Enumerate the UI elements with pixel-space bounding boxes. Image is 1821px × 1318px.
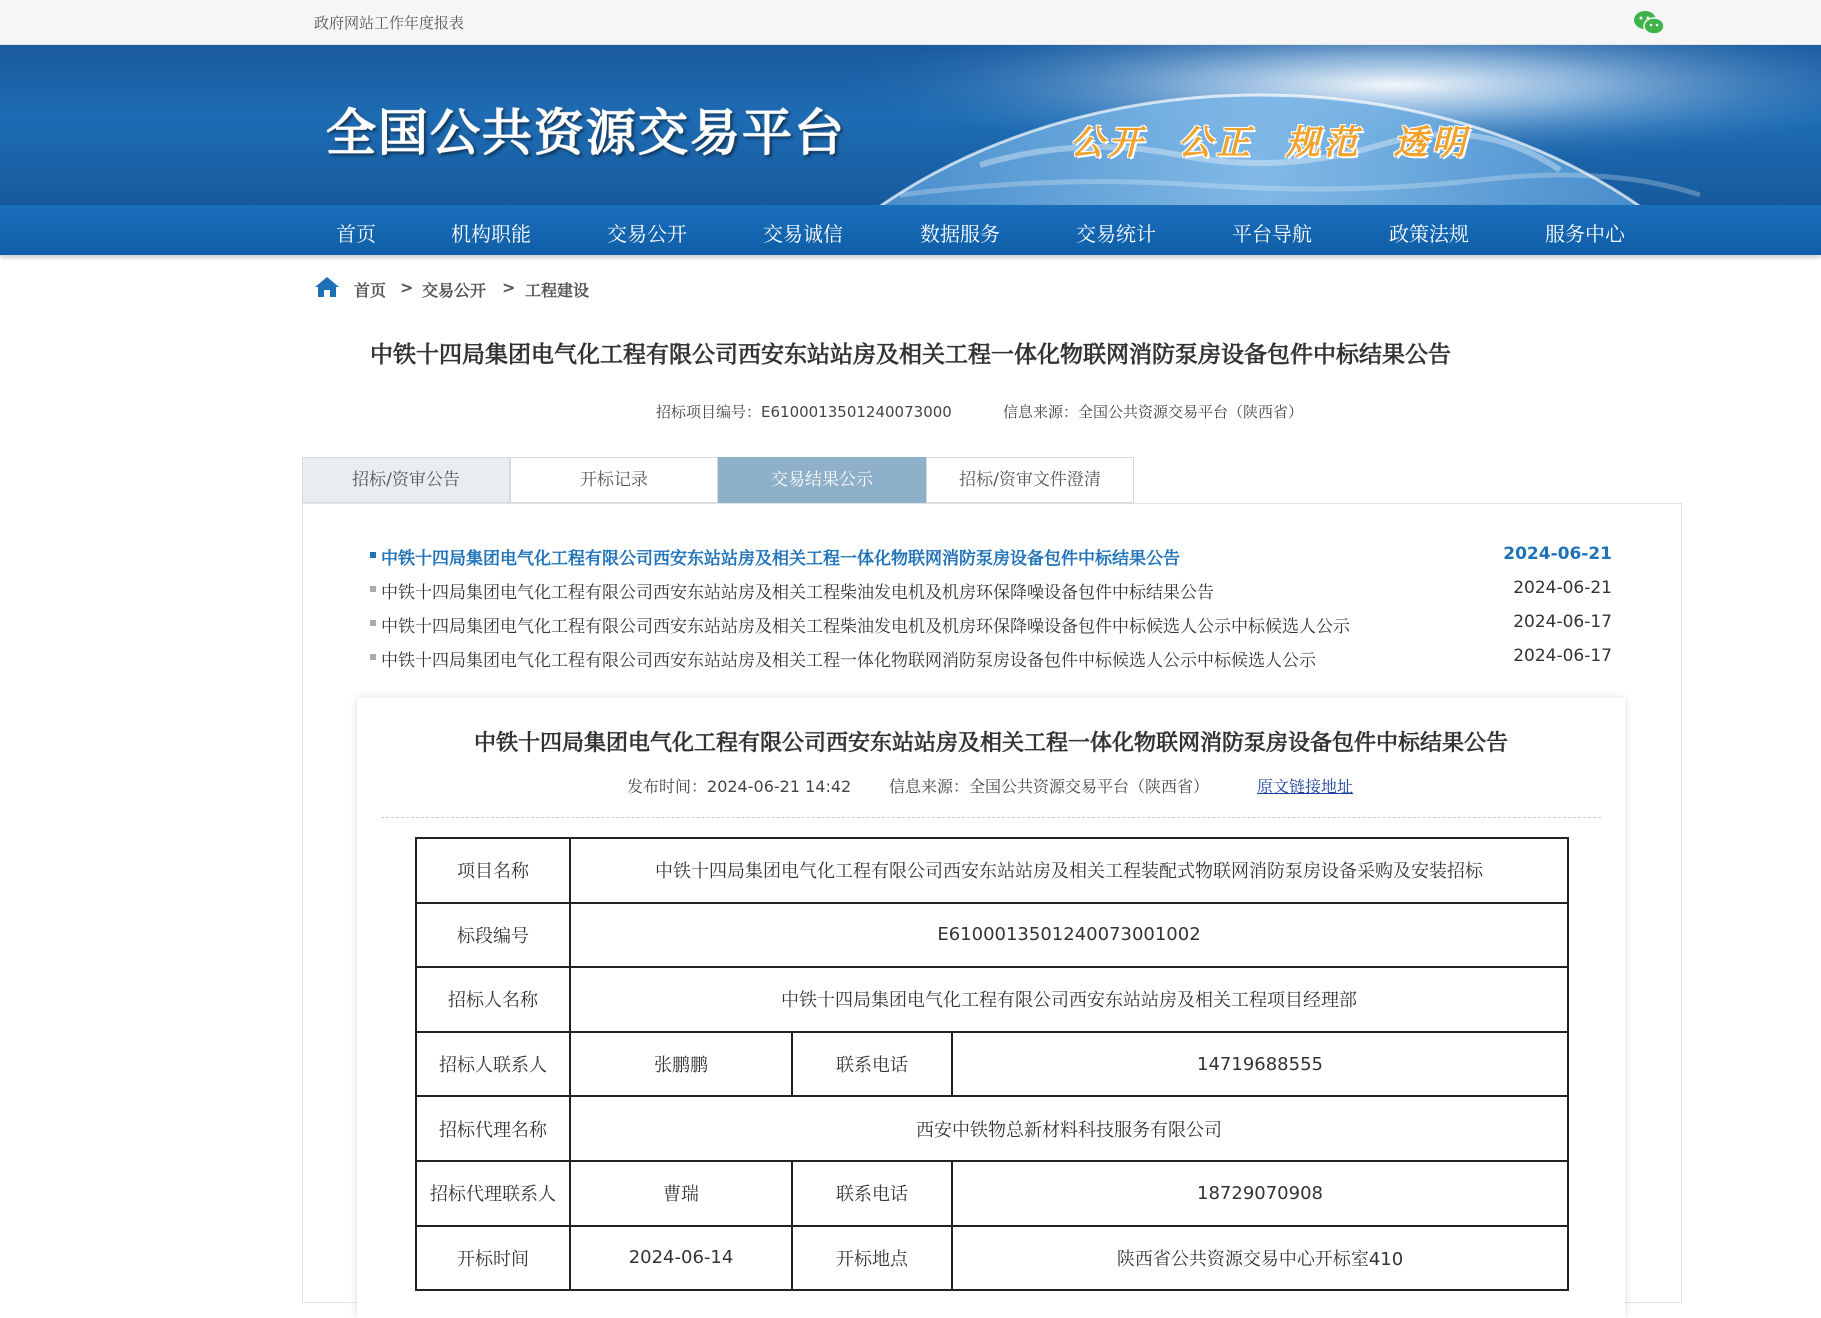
- site-slogan: 公开 公正 规范 透明: [1070, 123, 1470, 163]
- tenderer-phone-value: 14719688555: [952, 1032, 1568, 1097]
- bullet-icon: [370, 552, 376, 558]
- notice-item[interactable]: [370, 612, 1612, 636]
- tenderer-contact-label: 招标人联系人: [416, 1032, 570, 1097]
- notice-date: 2024-06-21: [1503, 544, 1612, 564]
- nav-item-functions[interactable]: 机构职能: [451, 222, 531, 246]
- detail-title: 中铁十四局集团电气化工程有限公司西安东站站房及相关工程一体化物联网消防泵房设备包件中标结果公告: [473, 731, 1508, 756]
- project-number-value: E6100013501240073000: [761, 403, 952, 421]
- bullet-icon: [370, 586, 376, 592]
- detail-source: [889, 774, 1209, 797]
- notice-title[interactable]: 中铁十四局集团电气化工程有限公司西安东站站房及相关工程一体化物联网消防泵房设备包件中标候选人公示中标候选人公示: [381, 651, 1316, 671]
- open-place-value: 陕西省公共资源交易中心开标室410: [952, 1226, 1568, 1291]
- publish-time: [627, 774, 851, 797]
- notice-item[interactable]: [370, 544, 1612, 568]
- table-row: [416, 1161, 1568, 1226]
- agent-value: 西安中铁物总新材料科技服务有限公司: [570, 1096, 1568, 1161]
- info-source: [1003, 401, 1303, 422]
- globe-graphic: [0, 45, 1821, 205]
- agent-phone-label: 联系电话: [792, 1161, 952, 1226]
- nav-item-trade-stats[interactable]: 交易统计: [1076, 222, 1156, 246]
- info-source-value: 全国公共资源交易平台（陕西省）: [1078, 403, 1304, 421]
- table-row: [416, 1032, 1568, 1097]
- divider: [381, 817, 1601, 818]
- header-banner: [0, 45, 1821, 205]
- open-place-label: 开标地点: [792, 1226, 952, 1291]
- notice-date: 2024-06-21: [1513, 578, 1612, 598]
- agent-label: 招标代理名称: [416, 1096, 570, 1161]
- page-title: 中铁十四局集团电气化工程有限公司西安东站站房及相关工程一体化物联网消防泵房设备包件中标结果公告: [370, 342, 1451, 368]
- wechat-icon[interactable]: [1632, 8, 1666, 38]
- publish-time-label: 发布时间：: [627, 777, 708, 796]
- notice-item[interactable]: [370, 578, 1612, 602]
- tab-tender-notice[interactable]: 招标/资审公告: [302, 457, 510, 503]
- nav-item-home[interactable]: 首页: [336, 222, 376, 246]
- section-no-label: 标段编号: [416, 903, 570, 968]
- notice-title[interactable]: 中铁十四局集团电气化工程有限公司西安东站站房及相关工程柴油发电机及机房环保降噪设备包件中标结果公告: [381, 583, 1214, 603]
- main-nav: [0, 205, 1821, 255]
- table-row: [416, 838, 1568, 903]
- notice-date: 2024-06-17: [1513, 612, 1612, 632]
- tab-file-clarification[interactable]: 招标/资审文件澄清: [926, 457, 1134, 503]
- nav-item-platform-nav[interactable]: 平台导航: [1232, 222, 1312, 246]
- original-link-wrap: [1257, 774, 1353, 797]
- detail-source-value: 全国公共资源交易平台（陕西省）: [969, 777, 1210, 796]
- project-name-value: 中铁十四局集团电气化工程有限公司西安东站站房及相关工程装配式物联网消防泵房设备采购及安装招标: [570, 838, 1568, 903]
- tab-result-publicity[interactable]: 交易结果公示: [718, 457, 926, 503]
- publish-time-value: 2024-06-21 14:42: [707, 777, 852, 796]
- breadcrumb-trade-open[interactable]: 交易公开: [422, 281, 487, 300]
- nav-item-trade-open[interactable]: 交易公开: [607, 222, 687, 246]
- notice-title[interactable]: 中铁十四局集团电气化工程有限公司西安东站站房及相关工程一体化物联网消防泵房设备包件中标结果公告: [381, 549, 1180, 569]
- breadcrumb-engineering[interactable]: 工程建设: [525, 281, 590, 300]
- open-time-value: 2024-06-14: [570, 1226, 792, 1291]
- breadcrumb-separator: >: [400, 278, 414, 297]
- project-name-label: 项目名称: [416, 838, 570, 903]
- table-row: [416, 903, 1568, 968]
- table-row: [416, 1096, 1568, 1161]
- tenderer-label: 招标人名称: [416, 967, 570, 1032]
- section-no-value: E6100013501240073001002: [570, 903, 1568, 968]
- bullet-icon: [370, 620, 376, 626]
- nav-item-service[interactable]: 服务中心: [1545, 222, 1625, 246]
- agent-contact-label: 招标代理联系人: [416, 1161, 570, 1226]
- home-icon[interactable]: [314, 275, 340, 299]
- breadcrumb-separator: >: [502, 278, 516, 297]
- breadcrumb-home[interactable]: 首页: [354, 281, 387, 300]
- agent-contact-value: 曹瑞: [570, 1161, 792, 1226]
- tenderer-contact-value: 张鹏鹏: [570, 1032, 792, 1097]
- annual-report-link[interactable]: 政府网站工作年度报表: [314, 14, 465, 32]
- notice-title[interactable]: 中铁十四局集团电气化工程有限公司西安东站站房及相关工程柴油发电机及机房环保降噪设备包件中标候选人公示中标候选人公示: [381, 617, 1350, 637]
- tenderer-value: 中铁十四局集团电气化工程有限公司西安东站站房及相关工程项目经理部: [570, 967, 1568, 1032]
- nav-item-policy[interactable]: 政策法规: [1389, 222, 1469, 246]
- table-row: [416, 1226, 1568, 1291]
- nav-item-data-service[interactable]: 数据服务: [920, 222, 1000, 246]
- project-number-label: 招标项目编号：: [656, 403, 762, 421]
- nav-item-trade-credit[interactable]: 交易诚信: [763, 222, 843, 246]
- bullet-icon: [370, 654, 376, 660]
- project-number: [656, 401, 952, 422]
- info-table: [415, 837, 1569, 1291]
- notice-date: 2024-06-17: [1513, 646, 1612, 666]
- detail-source-label: 信息来源：: [889, 777, 970, 796]
- tenderer-phone-label: 联系电话: [792, 1032, 952, 1097]
- info-source-label: 信息来源：: [1003, 403, 1079, 421]
- site-title: 全国公共资源交易平台: [326, 104, 846, 162]
- original-link[interactable]: 原文链接地址: [1257, 777, 1354, 796]
- tab-opening-record[interactable]: 开标记录: [510, 457, 718, 503]
- table-row: [416, 967, 1568, 1032]
- open-time-label: 开标时间: [416, 1226, 570, 1291]
- top-bar: [0, 0, 1821, 45]
- agent-phone-value: 18729070908: [952, 1161, 1568, 1226]
- notice-item[interactable]: [370, 646, 1612, 670]
